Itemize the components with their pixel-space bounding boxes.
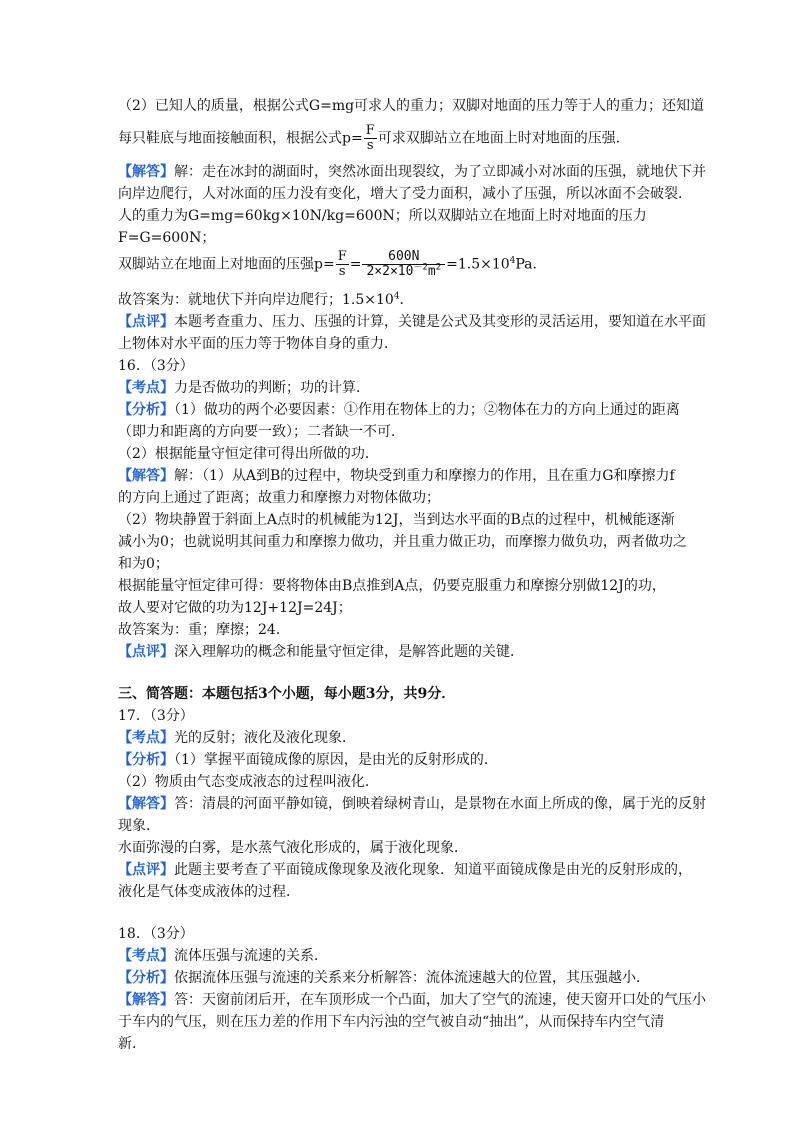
- text-line: F=G=600N；: [118, 230, 216, 246]
- text-line: 【分析】（1）掌握平面镜成像的原因，是由光的反射形成的．: [118, 752, 498, 768]
- answer-tag: 【解答】: [118, 468, 174, 484]
- point-tag: 【考点】: [118, 730, 174, 746]
- text-line: 故人要对它做的功为12J+12J=24J；: [118, 600, 352, 616]
- analysis-tag: 【分析】: [118, 752, 174, 768]
- question-number: 17．（3分）: [118, 708, 194, 724]
- answer-tag: 【解答】: [118, 992, 174, 1008]
- text-line: 上物体对水平面的压力等于物体自身的重力．: [118, 336, 398, 352]
- text-line: 【解答】答：清晨的河面平静如镜，倒映着绿树青山，是景物在水面上所成的像，属于光的反射: [118, 796, 706, 812]
- text-line: 【考点】流体压强与流速的关系．: [118, 948, 328, 964]
- text-line: 每只鞋底与地面接触面积，根据公式p= $\frac{F}{s}$ 可求双脚站立在地面上时对地面的压强．: [118, 123, 630, 153]
- text-line: 向岸边爬行，人对冰面的压力没有变化，增大了受力面积，减小了压强，所以冰面不会破裂．: [118, 186, 692, 202]
- text-line: 新．: [118, 1036, 146, 1052]
- fraction-f-over-s: $\frac{F}{s}$: [365, 123, 375, 153]
- text-line: 水面弥漫的白雾，是水蒸气液化形成的，属于液化现象．: [118, 840, 468, 856]
- text-line: 故答案为：就地伏下并向岸边爬行；$1.5\times 10^4$．: [118, 291, 414, 308]
- point-tag: 【考点】: [118, 948, 174, 964]
- section-heading: 三、简答题：本题包括3个小题，每小题3分，共9分．: [118, 686, 456, 702]
- text-line: 【考点】光的反射；液化及液化现象．: [118, 730, 356, 746]
- question-number: 18．（3分）: [118, 926, 194, 942]
- text-line: 故答案为：重；摩擦；24．: [118, 622, 290, 638]
- text-line: 根据能量守恒定律可得：要将物体由B点推到A点，仍要克服重力和摩擦分别做12J的功，: [118, 578, 666, 594]
- text-line: 【解答】解：走在冰封的湖面时，突然冰面出现裂纹，为了立即减小对冰面的压强，就地伏下并: [118, 164, 706, 180]
- analysis-tag: 【分析】: [118, 402, 174, 418]
- review-tag: 【点评】: [118, 644, 174, 660]
- question-number: 16．（3分）: [118, 358, 194, 374]
- review-tag: 【点评】: [118, 862, 174, 878]
- text-line: 【解答】答：天窗前闭后开，在车顶形成一个凸面，加大了空气的流速，使天窗开口处的气压小: [118, 992, 706, 1008]
- text-line: 和为0；: [118, 556, 169, 572]
- text-line: 的方向上通过了距离；故重力和摩擦力对物体做功；: [118, 490, 440, 506]
- text-line: （2）根据能量守恒定律可得出所做的功．: [118, 446, 379, 462]
- text-line: （2）物质由气态变成液态的过程叫液化．: [118, 774, 379, 790]
- text-line: （2）物块静置于斜面上A点时的机械能为12J，当到达水平面的B点的过程中，机械能逐渐: [118, 512, 675, 528]
- text-line: 【点评】深入理解功的概念和能量守恒定律，是解答此题的关键．: [118, 644, 524, 660]
- text-line: 【分析】依据流体压强与流速的关系来分析解答：流体流速越大的位置，其压强越小．: [118, 970, 650, 986]
- text-line: 于车内的气压，则在压力差的作用下车内污浊的空气被自动“抽出”，从而保持车内空气清: [118, 1014, 665, 1030]
- analysis-tag: 【分析】: [118, 970, 174, 986]
- text-line: 【解答】解：（1）从A到B的过程中，物块受到重力和摩擦力的作用，且在重力G和摩擦力f: [118, 468, 675, 484]
- text-line: （即力和距离的方向要一致）；二者缺一不可．: [118, 424, 405, 440]
- text-line: 【点评】本题考查重力、压力、压强的计算，关键是公式及其变形的灵活运用，要知道在水平面: [118, 314, 706, 330]
- review-tag: 【点评】: [118, 314, 174, 330]
- answer-tag: 【解答】: [118, 164, 174, 180]
- text-line: （2）已知人的质量，根据公式G=mg可求人的重力；双脚对地面的压力等于人的重力；还知道: [118, 98, 705, 114]
- fraction-pressure: $\frac{600N}{2\times 2\times 10^{-2}m^2}$: [362, 250, 445, 279]
- answer-tag: 【解答】: [118, 796, 174, 812]
- text-line: 减小为0；也就说明其间重力和摩擦力做功，并且重力做正功，而摩擦力做负功，两者做功之: [118, 534, 687, 550]
- fraction-f-over-s: $\frac{F}{s}$: [337, 249, 347, 279]
- text-line: 液化是气体变成液体的过程．: [118, 884, 300, 900]
- text-line: 双脚站立在地面上对地面的压强p= $\frac{F}{s}$ = $\frac{600N}{2\times 2\times 10^{-2}m^2}$ $=1.5\times 10^4Pa$．: [118, 249, 547, 279]
- text-line: 【点评】此题主要考查了平面镜成像现象及液化现象．知道平面镜成像是由光的反射形成的，: [118, 862, 692, 878]
- point-tag: 【考点】: [118, 380, 174, 396]
- text-line: 【考点】力是否做功的判断；功的计算．: [118, 380, 370, 396]
- text-line: 【分析】（1）做功的两个必要因素：①作用在物体上的力；②物体在力的方向上通过的距离: [118, 402, 680, 418]
- text-line: 人的重力为G=mg=60kg×10N/kg=600N；所以双脚站立在地面上时对地面的压力: [118, 208, 647, 224]
- text-line: 现象．: [118, 818, 160, 834]
